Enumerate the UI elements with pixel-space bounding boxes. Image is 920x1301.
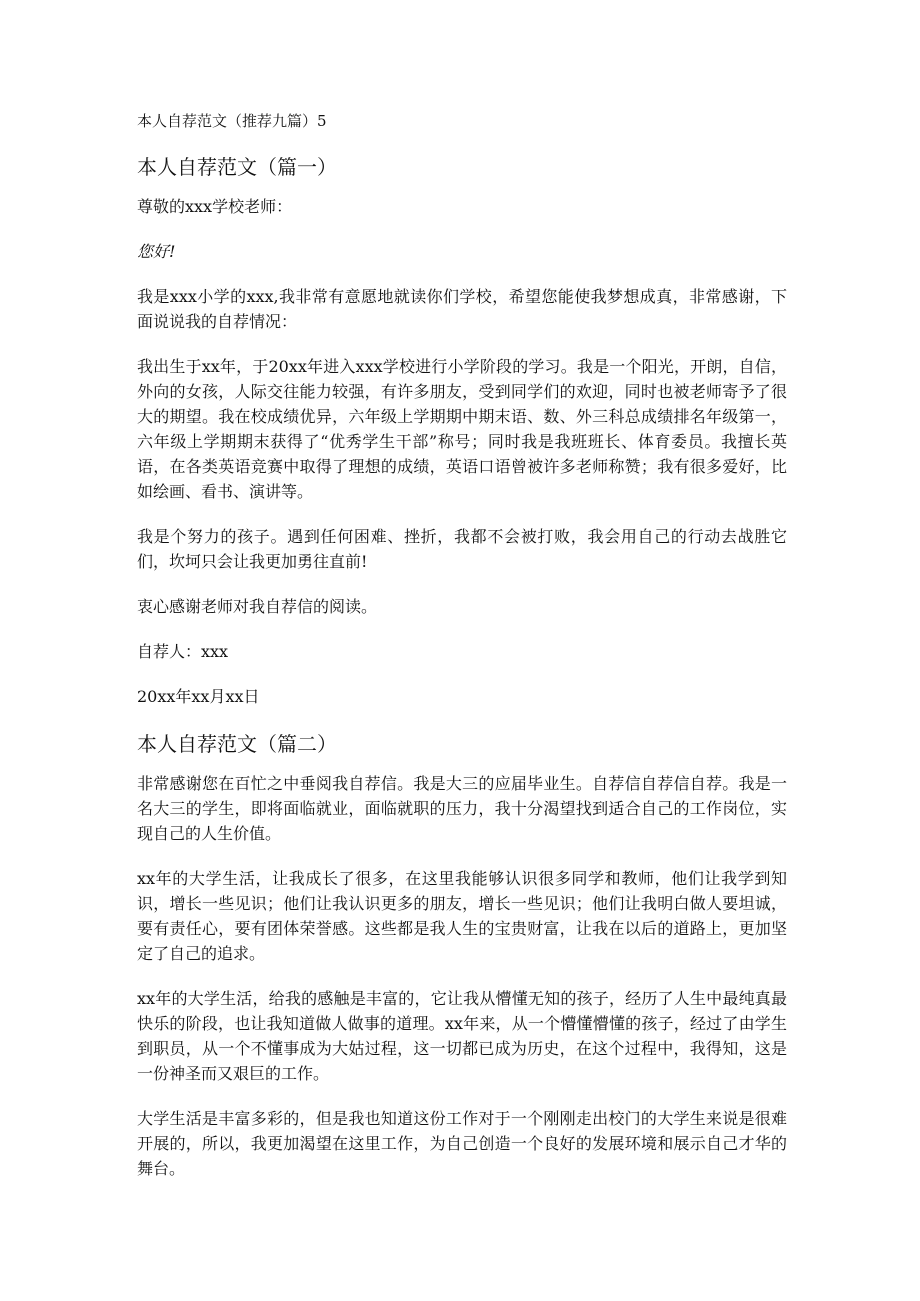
paragraph: xx年的大学生活，给我的感触是丰富的，它让我从懵懂无知的孩子，经历了人生中最纯真最快乐的阶段，也让我知道做人做事的道理。xx年来，从一个懵懂懵懂的孩子，经过了由学生到职员，从一个不懂事成为大姑过程，这一切都已成为历史，在这个过程中，我得知，这是一份神圣而又艰巨的工作。 xyxy=(137,989,787,1083)
document-page xyxy=(137,108,787,1201)
salutation: 尊敬的xxx学校老师： xyxy=(137,197,293,216)
paragraph: 非常感谢您在百忙之中垂阅我自荐信。我是大三的应届毕业生。自荐信自荐信自荐。我是一名大三的学生，即将面临就业，面临就职的压力，我十分渴望找到适合自己的工作岗位，实现自己的人生价值。 xyxy=(137,774,787,843)
paragraph: xx年的大学生活，让我成长了很多，在这里我能够认识很多同学和教师，他们让我学到知识，增长一些见识；他们让我认识更多的朋友，增长一些见识；他们让我明白做人要坦诚，要有责任心，要有团体荣誉感。这些都是我人生的宝贵财富，让我在以后的道路上，更加坚定了自己的追求。 xyxy=(137,869,787,963)
greeting: 您好! xyxy=(137,242,176,261)
paragraph: 我是个努力的孩子。遇到任何困难、挫折，我都不会被打败，我会用自己的行动去战胜它们，坎坷只会让我更加勇往直前! xyxy=(137,527,787,571)
paragraph: 我出生于xx年，于20xx年进入xxx学校进行小学阶段的学习。我是一个阳光，开朗，自信，外向的女孩，人际交往能力较强，有许多朋友，受到同学们的欢迎，同时也被老师寄予了很大的期望。我在校成绩优异，六年级上学期期中期末语、数、外三科总成绩排名年级第一，六年级上学期期末获得了“优秀学生干部”称号；同时我是我班班长、体育委员。我擅长英语，在各类英语竞赛中取得了理想的成绩，英语口语曾被许多老师称赞；我有很多爱好，比如绘画、看书、演讲等。 xyxy=(137,357,787,501)
section-heading-2: 本人自荐范文（篇二） xyxy=(137,732,337,756)
paragraph: 大学生活是丰富多彩的，但是我也知道这份工作对于一个刚刚走出校门的大学生来说是很难开展的，所以，我更加渴望在这里工作，为自己创造一个良好的发展环境和展示自己才华的舞台。 xyxy=(137,1109,787,1178)
paragraph: 衷心感谢老师对我自荐信的阅读。 xyxy=(137,597,378,616)
signature: 自荐人：xxx xyxy=(137,642,229,661)
section-heading-1: 本人自荐范文（篇一） xyxy=(137,155,337,179)
document-title: 本人自荐范文（推荐九篇）5 xyxy=(137,112,327,130)
paragraph: 我是xxx小学的xxx,我非常有意愿地就读你们学校，希望您能使我梦想成真，非常感谢，下面说说我的自荐情况： xyxy=(137,287,787,331)
date: 20xx年xx月xx日 xyxy=(137,687,260,706)
